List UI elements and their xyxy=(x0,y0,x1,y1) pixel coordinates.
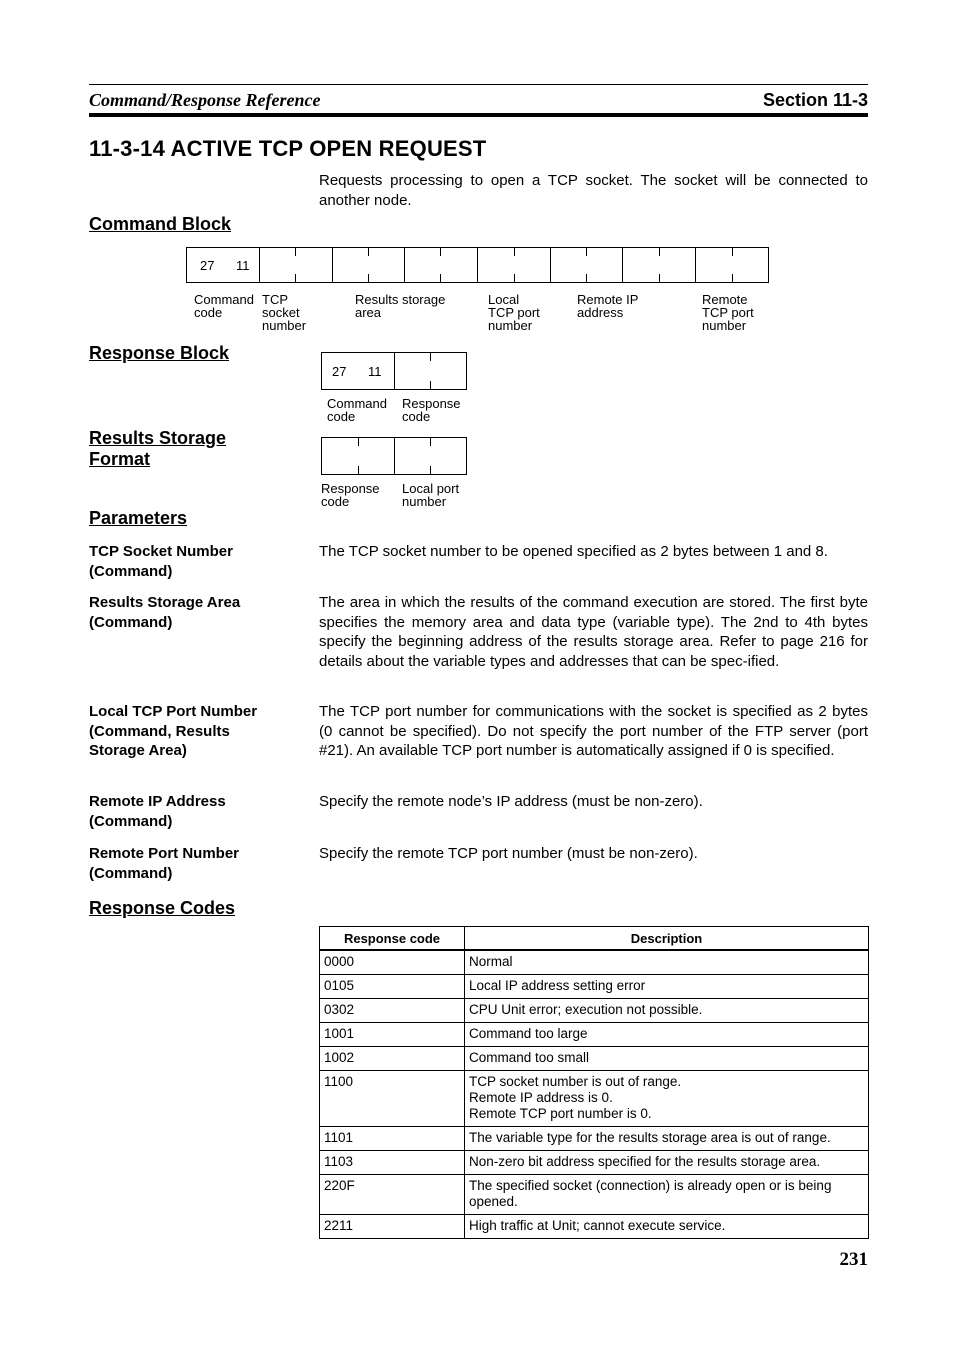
code-cell: 0105 xyxy=(320,975,465,999)
cmd-label-remote-ip: Remote IP address xyxy=(577,292,639,320)
table-row xyxy=(320,950,869,975)
param-text-local-port: The TCP port number for communications with the socket is specified as 2 bytes (0 cannot be specified). Do not specify the port number of the FTP server (port #21). An available TCP port number is automatically assigned if 0 is specified. xyxy=(319,703,868,759)
code-cell: 0302 xyxy=(320,999,465,1023)
results-format-heading: Results Storage Format xyxy=(89,428,227,469)
fmt-label-local-port: Local port number xyxy=(402,481,460,509)
header-chapter-title: Command/Response Reference xyxy=(89,90,321,110)
table-row xyxy=(320,1023,869,1047)
description-cell: Command too large xyxy=(465,1023,869,1047)
code-cell: 1101 xyxy=(320,1127,465,1151)
description-cell: The variable type for the results storage area is out of range. xyxy=(465,1127,869,1151)
param-label-remote-port: Remote Port Number (Command) xyxy=(89,845,240,882)
column-header-response-code: Response code xyxy=(320,927,465,951)
results-format-diagram xyxy=(321,437,467,475)
code-cell: 2211 xyxy=(320,1215,465,1239)
description-cell: The specified socket (connection) is already open or is being opened. xyxy=(465,1175,869,1215)
param-label-tcp-socket: TCP Socket Number (Command) xyxy=(89,543,233,580)
description-cell: Normal xyxy=(465,950,869,975)
cmd-label-remote-port: Remote TCP port number xyxy=(702,292,754,333)
code-cell: 220F xyxy=(320,1175,465,1215)
page-title: 11-3-14 ACTIVE TCP OPEN REQUEST xyxy=(89,136,487,161)
cmd-label-tcp-socket: TCP socket number xyxy=(262,292,307,333)
cmd-label-command-code: Command code xyxy=(194,292,254,320)
code-cell: 1001 xyxy=(320,1023,465,1047)
description-cell: TCP socket number is out of range. Remote IP address is 0. Remote TCP port number is 0. xyxy=(465,1071,869,1127)
table-row xyxy=(320,1047,869,1071)
table-row xyxy=(320,1215,869,1239)
param-text-results-storage: The area in which the results of the command execution are stored. The first byte specifies the memory area and data type (variable type). The 2nd to 4th bytes specify the beginning address of the results storage area. Refer to page 216 for details about the variable types and addresses that can be spec-ified. xyxy=(319,594,868,670)
header-rule-top xyxy=(89,84,868,85)
param-label-results-storage: Results Storage Area (Command) xyxy=(89,594,241,631)
parameters-heading: Parameters xyxy=(89,508,188,528)
header-rule-bottom xyxy=(89,113,868,117)
resp-label-command-code: Command code xyxy=(327,396,387,424)
page-number: 231 xyxy=(839,1249,868,1270)
param-text-remote-port: Specify the remote TCP port number (must be non-zero). xyxy=(319,845,698,862)
command-code-hi: 27 xyxy=(200,258,215,273)
response-code-lo: 11 xyxy=(368,364,382,379)
code-cell: 1103 xyxy=(320,1151,465,1175)
table-row xyxy=(320,975,869,999)
table-row xyxy=(320,1071,869,1127)
code-cell: 1002 xyxy=(320,1047,465,1071)
table-row xyxy=(320,1175,869,1215)
intro-text: Requests processing to open a TCP socket. The socket will be connected to another node. xyxy=(319,172,868,209)
description-cell: Local IP address setting error xyxy=(465,975,869,999)
fmt-label-response-code: Response code xyxy=(321,481,380,509)
column-header-description: Description xyxy=(465,927,869,951)
response-codes-heading: Response Codes xyxy=(89,898,236,918)
table-row xyxy=(320,1151,869,1175)
header-section-number: Section 11-3 xyxy=(762,90,868,110)
description-cell: Non-zero bit address specified for the results storage area. xyxy=(465,1151,869,1175)
command-block-diagram xyxy=(186,247,769,283)
description-cell: CPU Unit error; execution not possible. xyxy=(465,999,869,1023)
cmd-label-local-port: Local TCP port number xyxy=(488,292,540,333)
code-cell: 0000 xyxy=(320,950,465,975)
code-cell: 1100 xyxy=(320,1071,465,1127)
command-block-heading: Command Block xyxy=(89,214,232,234)
description-cell: Command too small xyxy=(465,1047,869,1071)
response-code-hi: 27 xyxy=(332,364,347,379)
response-codes-table xyxy=(319,926,869,1239)
response-block-heading: Response Block xyxy=(89,343,230,363)
table-row xyxy=(320,999,869,1023)
resp-label-response-code: Response code xyxy=(402,396,461,424)
table-header-row xyxy=(320,927,869,951)
response-block-diagram xyxy=(321,352,467,390)
param-label-remote-ip: Remote IP Address (Command) xyxy=(89,793,226,830)
description-cell: High traffic at Unit; cannot execute service. xyxy=(465,1215,869,1239)
table-row xyxy=(320,1127,869,1151)
cmd-label-results-storage: Results storage area xyxy=(355,292,446,320)
param-label-local-port: Local TCP Port Number (Command, Results Storage Area) xyxy=(89,703,258,759)
command-code-lo: 11 xyxy=(236,258,250,273)
param-text-remote-ip: Specify the remote node’s IP address (must be non-zero). xyxy=(319,793,703,810)
param-text-tcp-socket: The TCP socket number to be opened specified as 2 bytes between 1 and 8. xyxy=(319,543,828,560)
